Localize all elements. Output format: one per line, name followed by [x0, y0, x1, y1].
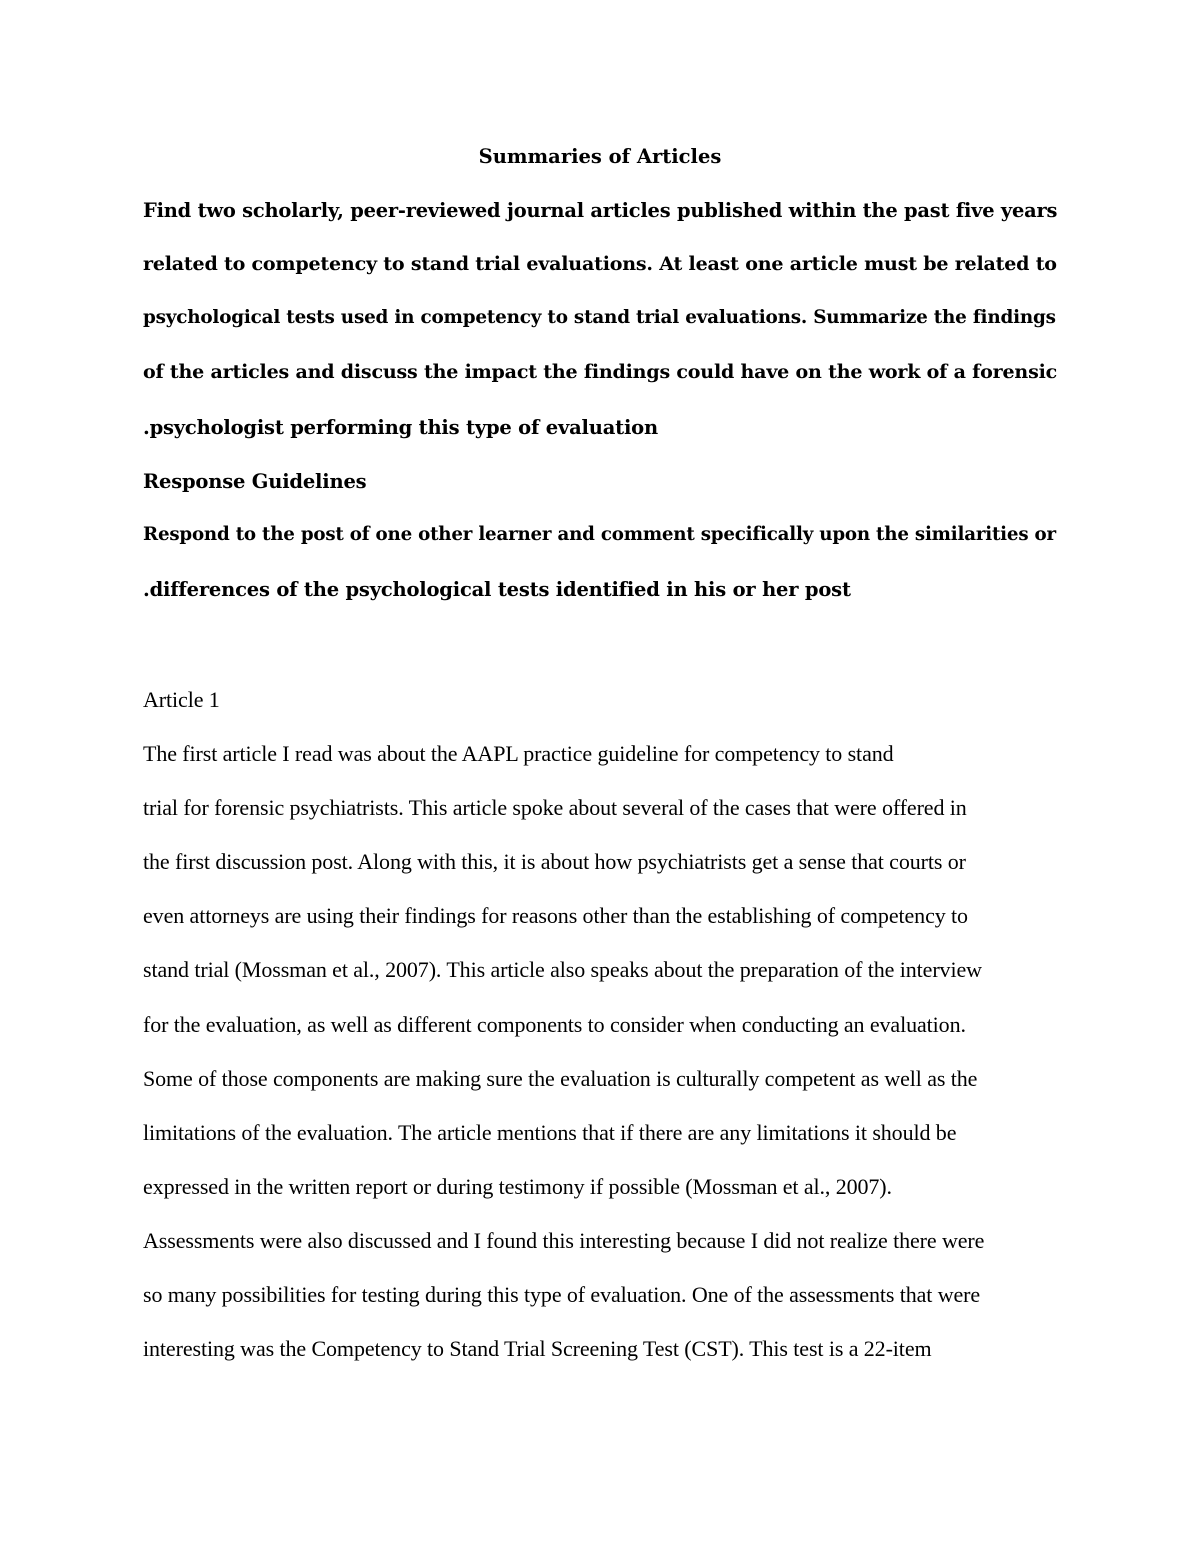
body-line: limitations of the evaluation. The article mentions that if there are any limitations it should be: [143, 1120, 957, 1145]
prompt-line: of the articles and discuss the impact the findings could have on the work of a forensic: [143, 361, 1058, 383]
document-title: Summaries of Articles: [478, 145, 722, 168]
body-line: the first discussion post. Along with this, it is about how psychiatrists get a sense that courts or: [143, 849, 966, 874]
body-line: expressed in the written report or during testimony if possible (Mossman et al., 2007).: [143, 1174, 892, 1199]
body-line: even attorneys are using their findings for reasons other than the establishing of competency to: [143, 903, 968, 928]
guidelines-line: Respond to the post of one other learner and comment specifically upon the similarities or: [143, 524, 1056, 545]
guidelines-line: .differences of the psychological tests identified in his or her post: [143, 578, 851, 601]
body-line: for the evaluation, as well as different components to consider when conducting an evaluation.: [143, 1012, 966, 1037]
prompt-line: Find two scholarly, peer-reviewed journal articles published within the past five years: [143, 199, 1058, 222]
article-heading: Article 1: [143, 687, 220, 712]
body-line: interesting was the Competency to Stand Trial Screening Test (CST). This test is a 22-item: [143, 1336, 932, 1361]
body-line: so many possibilities for testing during this type of evaluation. One of the assessments that were: [143, 1282, 981, 1307]
prompt-line: .psychologist performing this type of evaluation: [143, 416, 658, 439]
prompt-line: psychological tests used in competency to stand trial evaluations. Summarize the findings: [143, 307, 1056, 328]
body-line: The first article I read was about the AAPL practice guideline for competency to stand: [143, 741, 894, 766]
body-line: Assessments were also discussed and I found this interesting because I did not realize there were: [143, 1228, 985, 1253]
prompt-line: related to competency to stand trial evaluations. At least one article must be related to: [143, 253, 1057, 275]
guidelines-heading: Response Guidelines: [143, 470, 367, 493]
body-line: Some of those components are making sure the evaluation is culturally competent as well as the: [143, 1066, 978, 1091]
body-line: trial for forensic psychiatrists. This article spoke about several of the cases that were offered in: [143, 795, 967, 820]
body-line: stand trial (Mossman et al., 2007). This article also speaks about the preparation of the interview: [143, 957, 982, 982]
